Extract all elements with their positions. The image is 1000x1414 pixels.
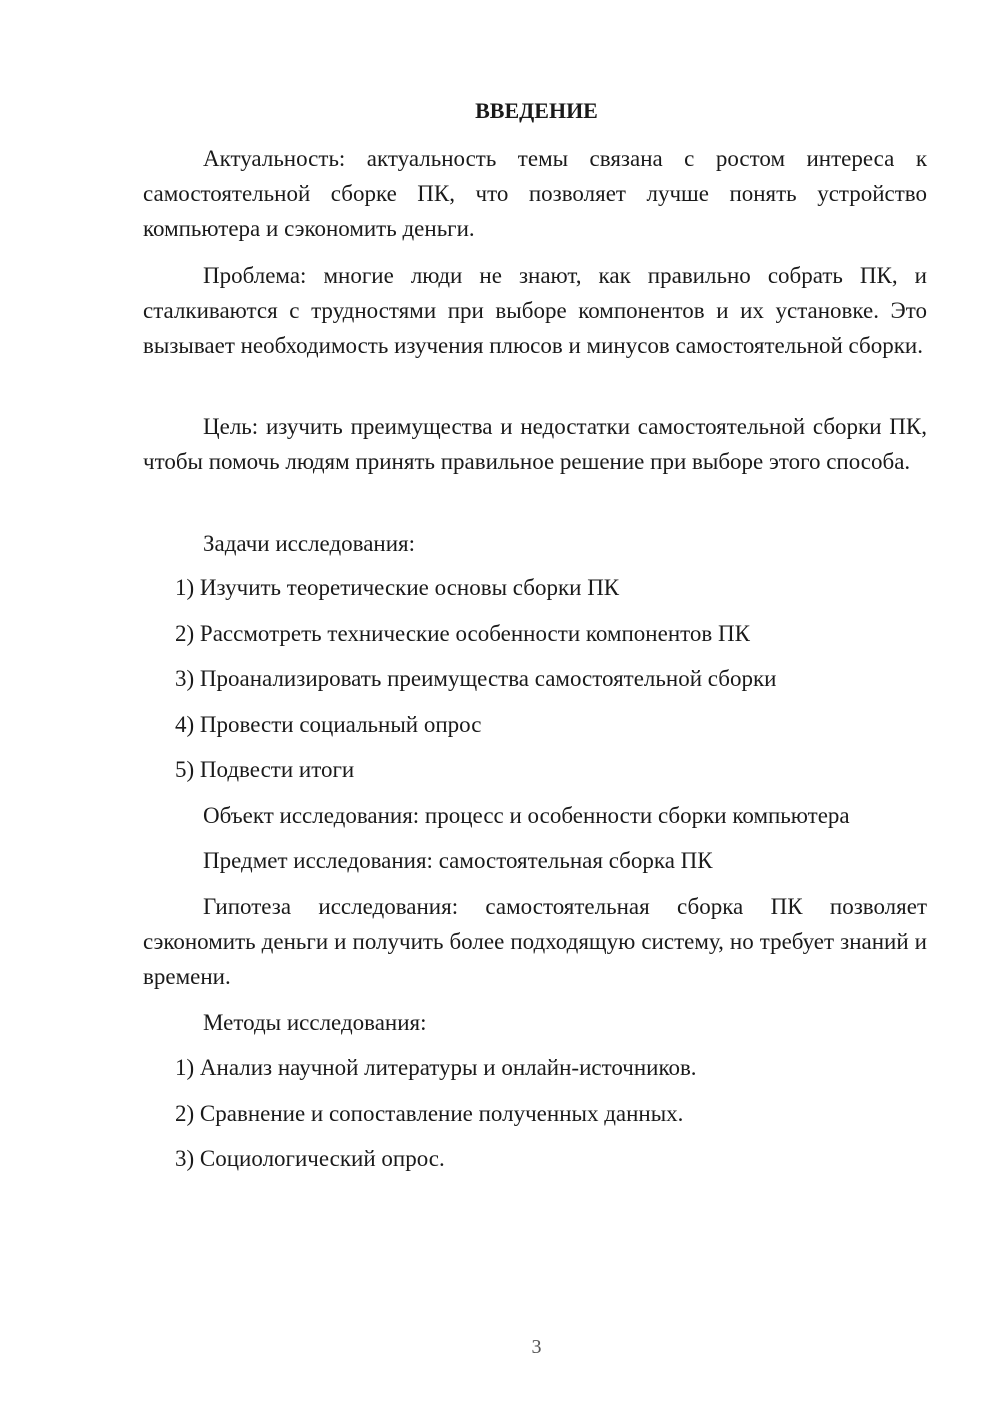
tasks-heading: Задачи исследования:	[203, 531, 416, 556]
object-line: Объект исследования: процесс и особенности сборки компьютера	[203, 803, 850, 828]
method-item-2: 2) Сравнение и сопоставление полученных данных.	[175, 1101, 684, 1126]
problem-paragraph: Проблема: многие люди не знают, как правильно собрать ПК, и сталкиваются с трудностями при выборе компонентов и их установке. Это вызывает необходимость изучения плюсов и минусов самостоятельной сборки.	[143, 263, 927, 358]
method-item-1: 1) Анализ научной литературы и онлайн-источников.	[175, 1055, 697, 1080]
task-item-2: 2) Рассмотреть технические особенности компонентов ПК	[175, 621, 750, 646]
page-number: 3	[531, 1336, 542, 1358]
method-item-3: 3) Социологический опрос.	[175, 1146, 445, 1171]
task-item-1: 1) Изучить теоретические основы сборки ПК	[175, 575, 620, 600]
task-item-3: 3) Проанализировать преимущества самостоятельной сборки	[175, 666, 777, 691]
task-item-4: 4) Провести социальный опрос	[175, 712, 482, 737]
relevance-paragraph: Актуальность: актуальность темы связана с ростом интереса к самостоятельной сборке ПК, что позволяет лучше понять устройство компьютера и сэкономить деньги.	[143, 146, 927, 241]
hypothesis-paragraph: Гипотеза исследования: самостоятельная сборка ПК позволяет сэкономить деньги и получить более подходящую систему, но требует знаний и времени.	[143, 894, 927, 989]
document-title: ВВЕДЕНИЕ	[475, 98, 598, 123]
task-item-5: 5) Подвести итоги	[175, 757, 355, 782]
subject-line: Предмет исследования: самостоятельная сборка ПК	[203, 848, 713, 873]
goal-paragraph: Цель: изучить преимущества и недостатки самостоятельной сборки ПК, чтобы помочь людям принять правильное решение при выборе этого способа.	[143, 414, 927, 474]
methods-heading: Методы исследования:	[203, 1010, 427, 1035]
